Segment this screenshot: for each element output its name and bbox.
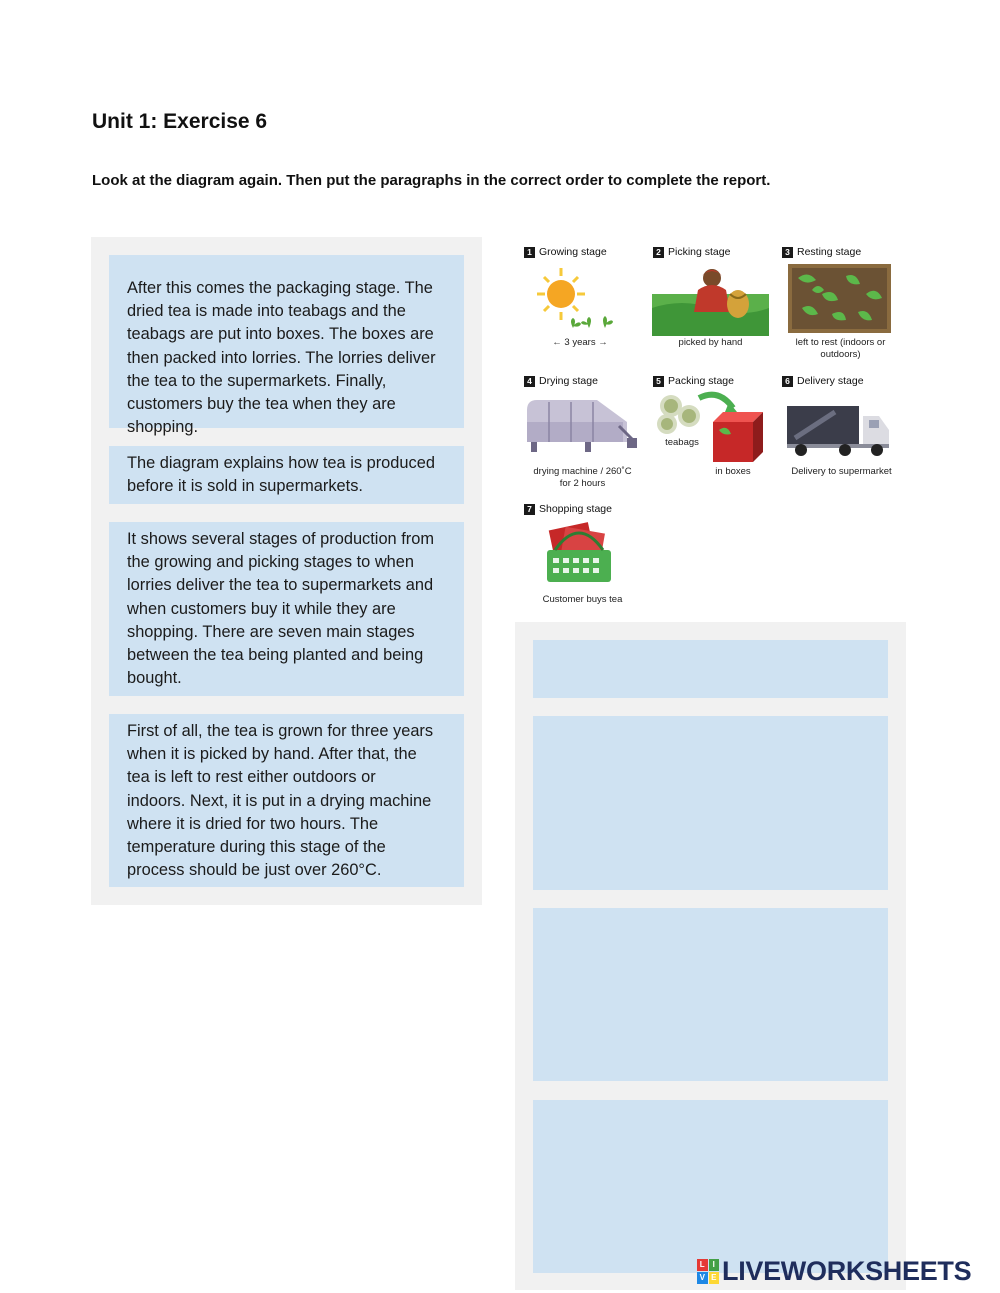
shopping-basket-icon bbox=[545, 520, 613, 590]
paragraph-line: the tea to the supermarkets. Finally, bbox=[127, 371, 387, 390]
tea-picker-icon bbox=[652, 264, 769, 336]
drop-slot-1[interactable] bbox=[533, 640, 888, 698]
stage-3-label bbox=[782, 246, 861, 258]
draggable-paragraph-4[interactable] bbox=[109, 714, 464, 887]
drop-slot-4[interactable] bbox=[533, 1100, 888, 1273]
stage-number: 6 bbox=[782, 376, 793, 387]
paragraph-line: then packed into lorries. The lorries deliver bbox=[127, 348, 436, 367]
draggable-paragraph-2[interactable] bbox=[109, 446, 464, 504]
stage-4-caption bbox=[515, 466, 650, 490]
paragraph-line: The diagram explains how tea is produced bbox=[127, 454, 435, 472]
paragraph-line: when it is picked by hand. After that, the bbox=[127, 745, 417, 764]
answer-drop-panel bbox=[515, 622, 906, 1290]
paragraph-source-panel bbox=[91, 237, 482, 905]
stage-number: 2 bbox=[653, 247, 664, 258]
stage-5-label bbox=[653, 375, 734, 387]
stage-2-caption: picked by hand bbox=[678, 337, 743, 348]
stage-7-label bbox=[524, 503, 612, 515]
paragraph-line: temperature during this stage of the bbox=[127, 838, 386, 857]
teabags-boxes-icon bbox=[653, 390, 768, 464]
caption-line: drying machine / 260˚C bbox=[533, 466, 632, 477]
stage-title: Growing stage bbox=[539, 246, 607, 258]
stage-7-caption: Customer buys tea bbox=[542, 594, 623, 605]
stage-title: Delivery stage bbox=[797, 375, 864, 387]
paragraph-line: the growing and picking stages to when bbox=[127, 553, 415, 572]
teabags-caption: teabags bbox=[665, 437, 699, 448]
brand-logo-mark bbox=[697, 1259, 719, 1284]
stage-4-label bbox=[524, 375, 598, 387]
paragraph-line: tea is left to rest either outdoors or bbox=[127, 768, 376, 787]
paragraph-line: lorries deliver the tea to supermarkets and bbox=[127, 576, 434, 595]
paragraph-line: customers buy the tea when they are bbox=[127, 395, 396, 414]
stage-title: Packing stage bbox=[668, 375, 734, 387]
stage-2-label bbox=[653, 246, 730, 258]
paragraph-line: teabags are put into boxes. The boxes are bbox=[127, 325, 434, 344]
paragraph-line: indoors. Next, it is put in a drying machine bbox=[127, 791, 432, 810]
stage-1-label bbox=[524, 246, 607, 258]
stage-number: 7 bbox=[524, 504, 535, 515]
logo-letter: V bbox=[697, 1272, 708, 1284]
logo-letter: L bbox=[697, 1259, 708, 1271]
sun-seedlings-icon bbox=[533, 266, 617, 336]
liveworksheets-logo bbox=[697, 1256, 971, 1287]
draggable-paragraph-1[interactable] bbox=[109, 255, 464, 437]
page-title: Unit 1: Exercise 6 bbox=[92, 110, 268, 133]
caption-line: left to rest (indoors or bbox=[795, 337, 886, 348]
stage-1-caption: ← 3 years → bbox=[552, 337, 608, 348]
logo-letter: I bbox=[709, 1259, 720, 1271]
brand-name: LIVEWORKSHEETS bbox=[722, 1256, 972, 1286]
stage-number: 5 bbox=[653, 376, 664, 387]
paragraph-line: shopping. There are seven main stages bbox=[127, 622, 415, 641]
stage-title: Shopping stage bbox=[539, 503, 612, 515]
drop-slot-3[interactable] bbox=[533, 908, 888, 1081]
drying-machine-icon bbox=[523, 396, 641, 464]
instruction-text: Look at the diagram again. Then put the paragraphs in the correct order to complete the report. bbox=[92, 172, 771, 189]
delivery-lorry-icon bbox=[785, 402, 891, 460]
caption-line: for 2 hours bbox=[559, 478, 606, 489]
paragraph-line: when customers buy it while they are bbox=[127, 599, 396, 618]
stage-6-caption: Delivery to supermarket bbox=[791, 466, 892, 477]
stage-title: Picking stage bbox=[668, 246, 731, 258]
paragraph-line: between the tea being planted and being bbox=[127, 646, 424, 665]
paragraph-line: where it is dried for two hours. The bbox=[127, 814, 379, 833]
paragraph-line: shopping. bbox=[127, 418, 199, 437]
paragraph-line: dried tea is made into teabags and the bbox=[127, 302, 406, 321]
stage-6-label bbox=[782, 375, 864, 387]
resting-leaves-icon bbox=[788, 264, 891, 333]
stage-5-caption: in boxes bbox=[715, 466, 751, 477]
paragraph-line: First of all, the tea is grown for three years bbox=[127, 722, 434, 740]
caption-line: outdoors) bbox=[820, 349, 861, 360]
paragraph-line: It shows several stages of production from bbox=[127, 530, 435, 548]
tea-production-diagram bbox=[515, 240, 906, 618]
logo-letter: E bbox=[709, 1272, 720, 1284]
stage-number: 1 bbox=[524, 247, 535, 258]
drop-slot-2[interactable] bbox=[533, 716, 888, 890]
paragraph-line: process should be just over 260°C. bbox=[127, 861, 382, 880]
paragraph-line: before it is sold in supermarkets. bbox=[127, 477, 363, 496]
stage-number: 4 bbox=[524, 376, 535, 387]
paragraph-line: bought. bbox=[127, 669, 182, 688]
stage-3-caption bbox=[775, 337, 906, 361]
paragraph-line: After this comes the packaging stage. The bbox=[127, 279, 433, 297]
stage-number: 3 bbox=[782, 247, 793, 258]
stage-title: Drying stage bbox=[539, 375, 598, 387]
stage-title: Resting stage bbox=[797, 246, 862, 258]
draggable-paragraph-3[interactable] bbox=[109, 522, 464, 696]
